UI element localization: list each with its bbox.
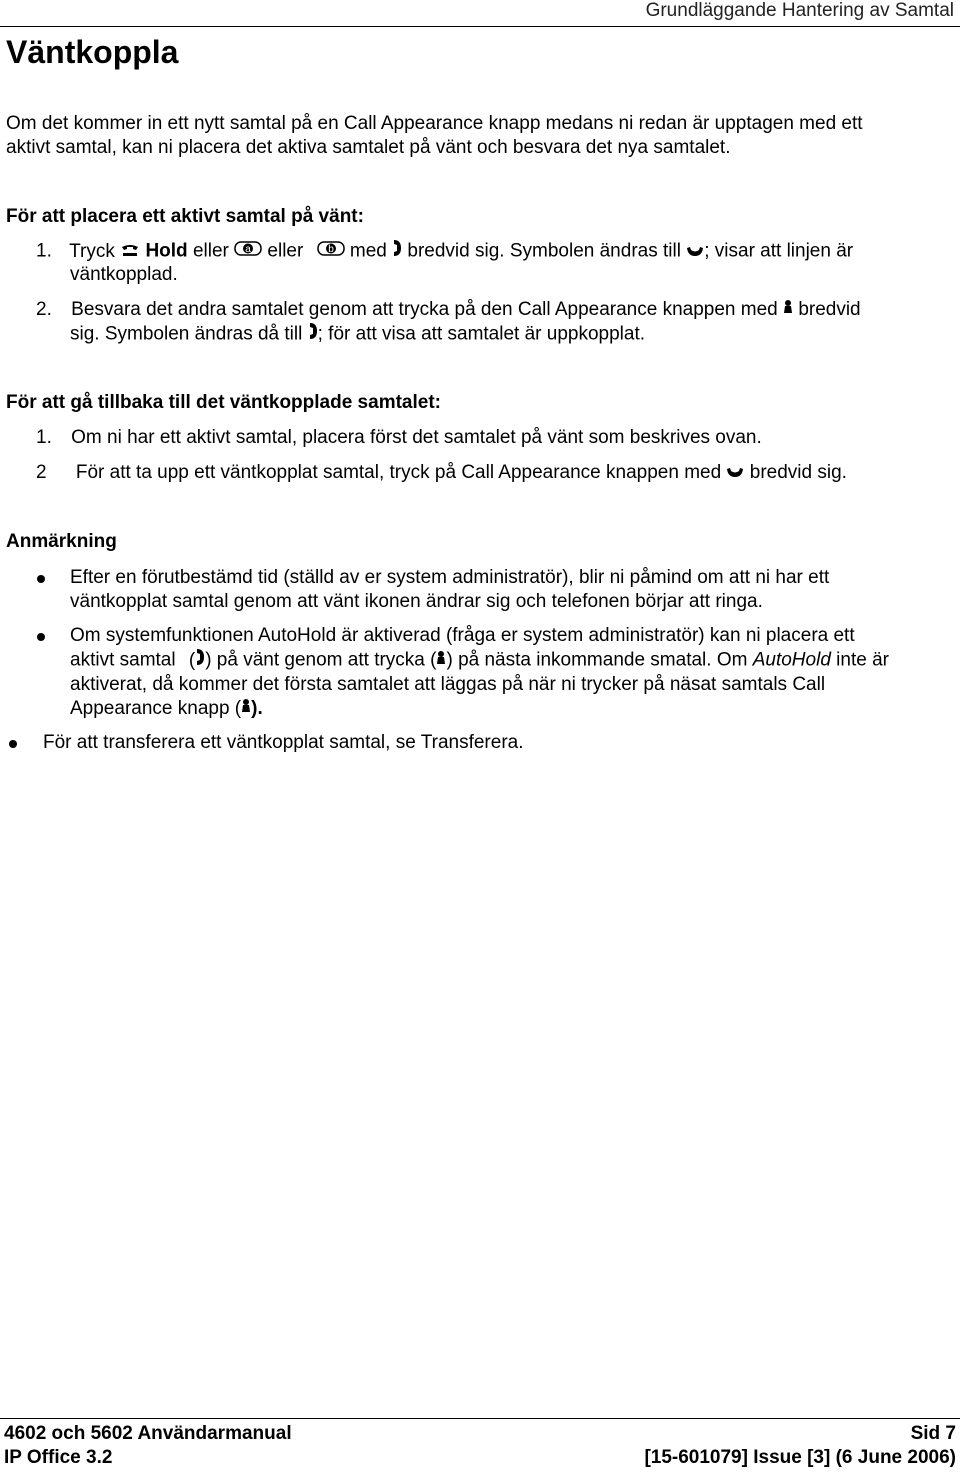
section2-step1: 1. Om ni har ett aktivt samtal, placera först det samtalet på vänt som beskrives ovan. [36,427,762,448]
line-b-button-icon [317,239,345,264]
page-title: Väntkoppla [6,34,179,70]
header-rule [0,26,960,27]
step-number: 1. [36,427,52,448]
section1-step1: 1. Tryck Hold eller a eller b med bredvid sig. Symbolen ändras till ; visar att linjen är [36,239,853,264]
incoming-bell-icon [241,697,251,721]
step-number: 1. [36,240,52,262]
incoming-bell-icon [436,649,446,673]
hold-handset-icon [120,240,140,264]
section-header: Grundläggande Hantering av Samtal [645,0,954,21]
footer-rule [0,1418,960,1419]
intro-line-1: Om det kommer in ett nytt samtal på en Call Appearance knapp medans ni redan är upptagen med ett [6,113,863,134]
bullet-dot [9,740,17,748]
note-bullet-1: Efter en förutbestämd tid (ställd av er system administratör), blir ni påmind om att ni har ett väntkopplat samtal genom att vänt ikonen ändrar sig och telefonen börjar att ringa. [70,567,830,612]
section1-step1-cont: väntkopplad. [70,264,178,285]
section2-step2: 2 För att ta upp ett väntkopplat samtal, tryck på Call Appearance knappen med bredvid sig. [36,462,847,484]
incoming-bell-icon [783,298,793,322]
footer-manual-title: 4602 och 5602 Användarmanual [4,1423,292,1444]
note-heading: Anmärkning [6,531,117,552]
step-number: 2. [36,299,52,321]
intro-line-2: aktivt samtal, kan ni placera det aktiva samtalet på vänt och besvara det nya samtalet. [6,137,731,158]
note-bullet-2: Om systemfunktionen AutoHold är aktiverad (fråga er system administratör) kan ni placera ett aktivt samtal ( ) på vänt genom att trycka ( ) på nästa inkommande smatal. Om AutoHold inte är aktiverat, då kommer det första samtalet att läggas på när ni trycker på näsat samtals Call Appearance knapp ( ). [70,625,889,720]
section1-step2: 2. Besvara det andra samtalet genom att trycka på den Call Appearance knappen med bredvid [36,299,861,321]
footer-page-number: Sid 7 [910,1423,956,1444]
bullet-dot [37,575,45,583]
footer-product: IP Office 3.2 [4,1447,113,1468]
intro-paragraph [6,112,863,160]
step-number: 2 [36,462,47,484]
connected-handset-icon [308,322,318,347]
section2-heading: För att gå tillbaka till det väntkopplade samtalet: [6,392,441,413]
line-a-button-icon [234,239,262,264]
on-hold-symbol-icon [686,240,704,264]
section1-heading: För att placera ett aktivt samtal på vänt: [6,206,364,227]
bullet-dot [37,633,45,641]
note-bullet-3: För att transferera ett väntkopplat samtal, se Transferera. [43,732,524,753]
on-hold-symbol-icon [726,461,744,485]
active-call-handset-icon [392,239,402,264]
svg-text:b: b [327,244,334,255]
svg-text:a: a [245,244,251,255]
section1-step2-cont: sig. Symbolen ändras då till ; för att visa att samtalet är uppkopplat. [70,322,645,347]
footer-issue: [15-601079] Issue [3] (6 June 2006) [644,1447,956,1468]
connected-handset-icon [195,648,205,673]
